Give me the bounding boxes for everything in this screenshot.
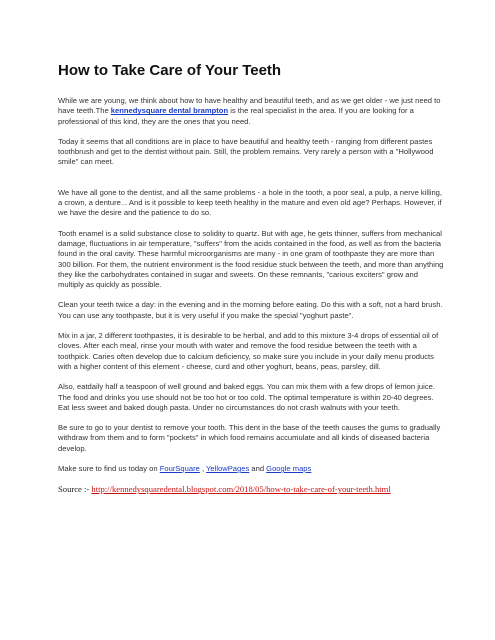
find-us-prefix: Make sure to find us today on	[58, 464, 160, 474]
paragraph-go-to-dentist: Be sure to go to your dentist to remove your tooth. This dent in the base of the teeth causes the gums to gradually withdraw from them and to form "pockets" in which food remains accumulate and all kinds of diseased bacteria develop.	[58, 423, 441, 453]
foursquare-link[interactable]: FourSquare	[159, 464, 200, 474]
paragraph-mix-toothpaste: Mix in a jar, 2 different toothpastes, it is desirable to be herbal, and add to this mixture 3-4 drops of essential oil of cloves. After each meal, rinse your mouth with water and remove the food residue between the teeth with a toothpick. Caries often develop due to calcium deficiency, so make sure you include in your daily menu products with a higher content of this element - cheese, curd and other yoghurt, beans, peas, parsley, dill.	[58, 331, 439, 371]
intro-text-after: is the real specialist in the area. If you are looking for a professional of this kind, they are the ones that you need.	[58, 106, 414, 126]
source-label: Source :-	[58, 484, 92, 495]
intro-paragraph	[58, 96, 444, 127]
kennedysquare-dental-link[interactable]: kennedysquare dental brampton	[110, 106, 229, 116]
intro-text-before: While we are young, we think about how to have healthy and beautiful teeth, and as we get older - we just need to have teeth.The	[58, 96, 441, 116]
find-us-paragraph	[58, 464, 444, 474]
source-line	[58, 484, 444, 495]
paragraph-baked-eggs: Also, eatdaily half a teaspoon of well ground and baked eggs. You can mix them with a few drops of lemon juice. The food and drinks you use should not be too hot or too cold. The optimal temperature is within 20-40 degrees. Eat less sweet and baked dough pasta. Under no circumstances do not crash walnuts with your teeth.	[58, 382, 435, 412]
paragraph-clean-teeth: Clean your teeth twice a day: in the evening and in the morning before eating. Do this with a soft, not a hard brush. You can use any toothpaste, but it is very useful if you make the special "yoghurt paste".	[58, 300, 443, 320]
find-us-separator-2: and	[249, 464, 267, 474]
yellowpages-link[interactable]: YellowPages	[206, 464, 250, 474]
article-title: How to Take Care of Your Teeth	[58, 62, 282, 79]
article-body	[58, 62, 444, 495]
paragraph-tooth-enamel: Tooth enamel is a solid substance close to solidity to quartz. But with age, he gets thinner, suffers from mechanical damage, fluctuations in air temperature, "suffers" from the acids contained in the food, as well as from the bacteria found in the oral cavity. These harmful microorganisms are many - in one gram of toothpaste they are more than 300 billion. For them, the nutrient environment is the food residue stuck between the teeth, and more than anything they like the carbohydrates contained in sugar and sweets. On these remnants, "carious exciters" grow and multiply as quickly as possible.	[58, 228, 444, 290]
find-us-separator-1: ,	[199, 464, 207, 474]
paragraph-dentist-problems: We have all gone to the dentist, and all the same problems - a hole in the tooth, a poor seal, a pulp, a nerve killing, a crown, a denture... And is it possible to keep teeth healthy in the mature and even old age? Perhaps. However, if we have the desire and the patience to do so.	[58, 187, 442, 218]
google-maps-link[interactable]: Google maps	[266, 464, 312, 474]
paragraph-conditions: Today it seems that all conditions are in place to have beautiful and healthy teeth - ranging from different pastes toothbrush and get to the dentist without pain. Still, the problem remains. Very rarely a person with a "Hollywood smile" can meet.	[58, 136, 434, 167]
source-url-link[interactable]: http://kennedysquaredental.blogspot.com/2018/05/how-to-take-care-of-your-teeth.html	[91, 484, 391, 495]
